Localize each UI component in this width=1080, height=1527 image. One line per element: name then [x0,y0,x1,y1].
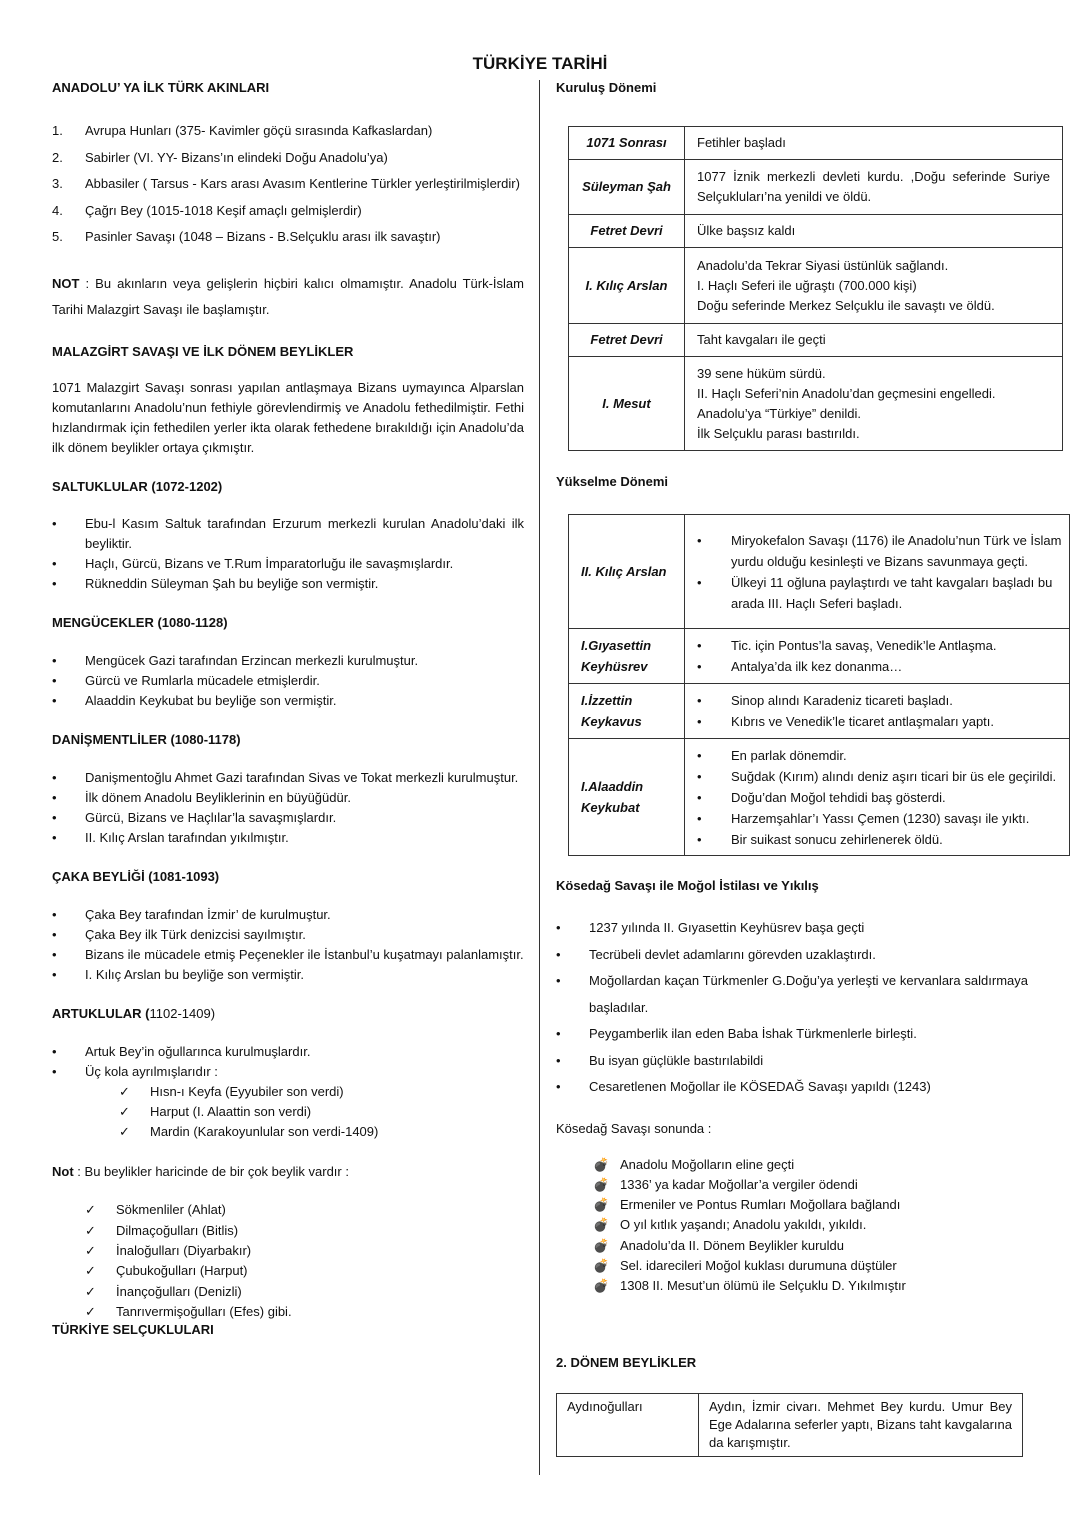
artuklular-list [52,1042,524,1082]
list-item: • Rükneddin Süleyman Şah bu beyliğe son vermiştir. [52,574,524,594]
table-row [569,160,1063,215]
table-cell-desc: 39 sene hüküm sürdü. II. Haçlı Seferi’nin Anadolu’dan geçmesini engelledi. Anadolu’ya “Türkiye” denildi. İlk Selçuklu parası bastırıldı. [685,357,1063,451]
list-item: • Miryokefalon Savaşı (1176) ile Anadolu’nun Türk ve İslam yurdu olduğu kesinleşti ve Bizans savunmaya geçti. [685,530,1069,572]
section-heading-kosedag: Kösedağ Savaşı ile Moğol İstilası ve Yıkılış [556,878,819,893]
table-cell-name: I. Kılıç Arslan [569,248,685,324]
malazgirt-paragraph: 1071 Malazgirt Savaşı sonrası yapılan antlaşmaya Bizans uymayınca Alparslan komutanlarını Anadolu’nun fethiyle görevlendirmiş ve Anadolu fethedilmiştir. Fethi hızlandırmak için fethedilen yerler ikta olarak fethedene bırakıldığı için Anadolu’da ilk dönem beylikler ortaya çıkmıştır. [52,379,524,455]
list-item: • I. Kılıç Arslan bu beyliğe son vermiştir. [52,965,524,985]
column-divider [539,80,540,1475]
list-item: 💣 1308 II. Mesut’un ölümü ile Selçuklu D. Yıkılmıştır [593,1276,1076,1296]
section-heading-artuklular: ARTUKLULAR (1102-1409) [52,1005,216,1021]
section-heading-malazgirt: MALAZGİRT SAVAŞI VE İLK DÖNEM BEYLİKLER [52,343,354,359]
section-heading-ilk-akinlar: ANADOLU’ YA İLK TÜRK AKINLARI [52,80,270,95]
list-item: ✓ Mardin (Karakoyunlular son verdi-1409) [150,1122,524,1142]
table-row [569,515,1070,629]
table-cell-desc: Fetihler başladı [685,127,1063,160]
table-cell-desc [685,739,1070,856]
section-heading-kurulus: Kuruluş Dönemi [556,80,657,95]
check-icon: ✓ [85,1242,96,1258]
section-heading-mengucekler: MENGÜCEKLER (1080-1128) [52,614,228,630]
list-item: • Bir suikast sonucu zehirlenerek öldü. [685,829,1069,850]
list-item: • Gürcü, Bizans ve Haçlılar’la savaşmışlardır. [52,808,524,828]
table-cell-desc: 1077 İznik merkezli devleti kurdu. ,Doğu seferinde Suriye Selçukluları’na yenildi ve öldü. [685,160,1063,215]
table-cell-name: Fetret Devri [569,324,685,357]
section-heading-caka: ÇAKA BEYLİĞİ (1081-1093) [52,868,220,884]
note-paragraph [52,271,524,324]
table-cell-name: Süleyman Şah [569,160,685,215]
table-row [569,127,1063,160]
bomb-icon: 💣 [593,1197,610,1213]
list-item: • Sinop alındı Karadeniz ticareti başladı. [685,690,1069,711]
check-icon: ✓ [85,1303,96,1319]
list-item: 💣 1336’ ya kadar Moğollar’a vergiler ödendi [593,1175,1076,1195]
table-cell-name: I. Mesut [569,357,685,451]
table-cell-desc: Taht kavgaları ile geçti [685,324,1063,357]
table-cell-name: I.Gıyasettin Keyhüsrev [569,629,685,684]
list-item: • Bu isyan güçlükle bastırılabildi [556,1048,1028,1075]
list-item: • Moğollardan kaçan Türkmenler G.Doğu’ya yerleşti ve kervanlara saldırmaya başladılar. [556,968,1028,1021]
section-heading-yukselme: Yükselme Dönemi [556,474,668,489]
list-item: • Üç kola ayrılmışlarıdır : [52,1062,524,1082]
beylikler-table [556,1393,1023,1457]
list-item: • Artuk Bey’in oğullarınca kurulmuşlardır. [52,1042,524,1062]
section-heading-2-donem-beylikler: 2. DÖNEM BEYLİKLER [556,1354,697,1370]
kosedag-sonunda-label: Kösedağ Savaşı sonunda : [556,1120,712,1136]
list-item: • En parlak dönemdir. [685,745,1069,766]
bomb-icon: 💣 [593,1217,610,1233]
note-text: : Bu akınların veya gelişlerin hiçbiri kalıcı olmamıştır. Anadolu Türk-İslam Tarihi Malazgirt Savaşı ile başlamıştır. [52,275,524,317]
check-icon: ✓ [119,1103,130,1119]
table-row [557,1393,1023,1456]
artuklular-sublist [119,1082,524,1143]
list-item: • Antalya’da ilk kez donanma… [685,656,1069,677]
table-cell-desc: Aydın, İzmir civarı. Mehmet Bey kurdu. Umur Bey Ege Adalarına seferler yaptı, Bizans taht kavgalarına da karışmıştır. [699,1393,1023,1456]
bomb-icon: 💣 [593,1257,610,1273]
list-item: 💣 Anadolu’da II. Dönem Beylikler kuruldu [593,1236,1076,1256]
list-item: • Ülkeyi 11 oğluna paylaştırdı ve taht kavgaları başladı bu arada III. Haçlı Seferi başladı. [685,572,1069,614]
section-heading-danismentliler: DANİŞMENTLİLER (1080-1178) [52,731,241,747]
list-item: • Çaka Bey tarafından İzmir’ de kurulmuştur. [52,905,524,925]
table-cell-desc: Anadolu’da Tekrar Siyasi üstünlük sağlandı. I. Haçlı Seferi ile uğraştı (700.000 kişi) Doğu seferinde Merkez Selçuklu ile savaştı ve öldü. [685,248,1063,324]
list-item: 💣 Ermeniler ve Pontus Rumları Moğollara bağlandı [593,1195,1076,1215]
left-column [52,80,524,1337]
check-icon: ✓ [85,1263,96,1279]
list-item: 💣 Sel. idarecileri Moğol kuklası durumuna düştüler [593,1256,1076,1276]
list-item: ✓ İnaloğulları (Diyarbakır) [116,1241,524,1261]
right-column [556,80,1076,1457]
table-cell-desc [685,684,1070,739]
page-title: TÜRKİYE TARİHİ [472,54,608,73]
section-heading-saltuklular: SALTUKLULAR (1072-1202) [52,478,223,494]
list-item: 4. Çağrı Bey (1015-1018 Keşif amaçlı gelmişlerdir) [52,202,362,218]
note-label: NOT [52,275,80,291]
list-item: • Doğu’dan Moğol tehdidi baş gösterdi. [685,787,1069,808]
bomb-icon: 💣 [593,1156,610,1172]
kurulus-table [568,126,1063,451]
table-cell-name: 1071 Sonrası [569,127,685,160]
check-icon: ✓ [85,1283,96,1299]
list-item: • Bizans ile mücadele etmiş Peçenekler ile İstanbul’u kuşatmayı palanlamıştır. [52,945,524,965]
list-item: • Tic. için Pontus’la savaş, Venedik’le Antlaşma. [685,635,1069,656]
yukselme-table [568,514,1070,856]
bomb-icon: 💣 [593,1237,610,1253]
table-row [569,684,1070,739]
ilk-akinlar-list [52,118,524,251]
table-row [569,324,1063,357]
table-cell-name: I.Alaaddin Keykubat [569,739,685,856]
list-item: ✓ Tanrıvermişoğulları (Efes) gibi. [116,1302,524,1322]
list-item: 3. Abbasiler ( Tarsus - Kars arası Avasım Kentlerine Türkler yerleştirilmişlerdir) [52,176,520,191]
list-item: • Mengücek Gazi tarafından Erzincan merkezli kurulmuştur. [52,651,524,671]
kosedag-sonunda-list [593,1155,1076,1297]
list-item: • Gürcü ve Rumlarla mücadele etmişlerdir. [52,671,524,691]
check-icon: ✓ [119,1124,130,1140]
list-item: ✓ Hısn-ı Keyfa (Eyyubiler son verdi) [150,1082,524,1102]
list-item: • Suğdak (Kırım) alındı deniz aşırı ticari bir üs ele geçirildi. [685,766,1069,787]
list-item: • Çaka Bey ilk Türk denizcisi sayılmıştır. [52,925,524,945]
list-item: ✓ Harput (I. Alaattin son verdi) [150,1102,524,1122]
table-row [569,357,1063,451]
list-item: 5. Pasinler Savaşı (1048 – Bizans - B.Selçuklu arası ilk savaştır) [52,229,441,244]
list-item: • Ebu-l Kasım Saltuk tarafından Erzurum merkezli kurulan Anadolu’daki ilk beyliktir. [52,514,524,554]
note2-paragraph: Not : Bu beylikler haricinde de bir çok beylik vardır : [52,1164,349,1180]
bomb-icon: 💣 [593,1278,610,1294]
kosedag-list [556,915,1028,1101]
saltuklular-list [52,514,524,594]
list-item: • 1237 yılında II. Gıyasettin Keyhüsrev başa geçti [556,915,1028,942]
table-row [569,248,1063,324]
note2-label: Not [52,1164,74,1180]
list-item: ✓ İnançoğulları (Denizli) [116,1282,524,1302]
table-cell-name: Aydınoğulları [557,1393,699,1456]
list-item: ✓ Sökmenliler (Ahlat) [116,1200,524,1220]
list-item: 💣 Anadolu Moğolların eline geçti [593,1155,1076,1175]
table-row [569,215,1063,248]
list-item: • Peygamberlik ilan eden Baba İshak Türkmenlerle birleşti. [556,1021,1028,1048]
mengucekler-list [52,651,524,711]
list-item: 1. Avrupa Hunları (375- Kavimler göçü sırasında Kafkaslardan) [52,123,433,138]
list-item: ✓ Çubukoğulları (Harput) [116,1261,524,1281]
check-icon: ✓ [85,1202,96,1218]
table-cell-desc [685,629,1070,684]
table-cell-name: I.İzzettin Keykavus [569,684,685,739]
danismentliler-list [52,768,524,848]
list-item: 2. Sabirler (VI. YY- Bizans’ın elindeki Doğu Anadolu’ya) [52,149,388,165]
table-cell-desc: Ülke başsız kaldı [685,215,1063,248]
list-item: • İlk dönem Anadolu Beyliklerinin en büyüğüdür. [52,788,524,808]
list-item: • Harzemşahlar’ı Yassı Çemen (1230) savaşı ile yıktı. [685,808,1069,829]
bomb-icon: 💣 [593,1176,610,1192]
list-item: • Danişmentoğlu Ahmet Gazi tarafından Sivas ve Tokat merkezli kurulmuştur. [52,768,524,788]
check-icon: ✓ [85,1222,96,1238]
list-item: • II. Kılıç Arslan tarafından yıkılmıştır. [52,828,524,848]
list-item: 💣 O yıl kıtlık yaşandı; Anadolu yakıldı, yıkıldı. [593,1215,1076,1235]
list-item: • Alaaddin Keykubat bu beyliğe son vermiştir. [52,691,524,711]
table-row [569,629,1070,684]
list-item: • Haçlı, Gürcü, Bizans ve T.Rum İmparatorluğu ile savaşmışlardır. [52,554,524,574]
list-item: • Cesaretlenen Moğollar ile KÖSEDAĞ Savaşı yapıldı (1243) [556,1074,1028,1101]
check-icon: ✓ [119,1083,130,1099]
table-cell-desc [685,515,1070,629]
section-heading-turkiye-selcuklulari: TÜRKİYE SELÇUKLULARI [52,1322,214,1338]
table-row [569,739,1070,856]
other-beylikler-list [85,1200,524,1322]
list-item: • Tecrübeli devlet adamlarını görevden uzaklaştırdı. [556,942,1028,969]
list-item: ✓ Dilmaçoğulları (Bitlis) [116,1221,524,1241]
table-cell-name: II. Kılıç Arslan [569,515,685,629]
caka-list [52,905,524,985]
list-item: • Kıbrıs ve Venedik’le ticaret antlaşmaları yaptı. [685,711,1069,732]
table-cell-name: Fetret Devri [569,215,685,248]
